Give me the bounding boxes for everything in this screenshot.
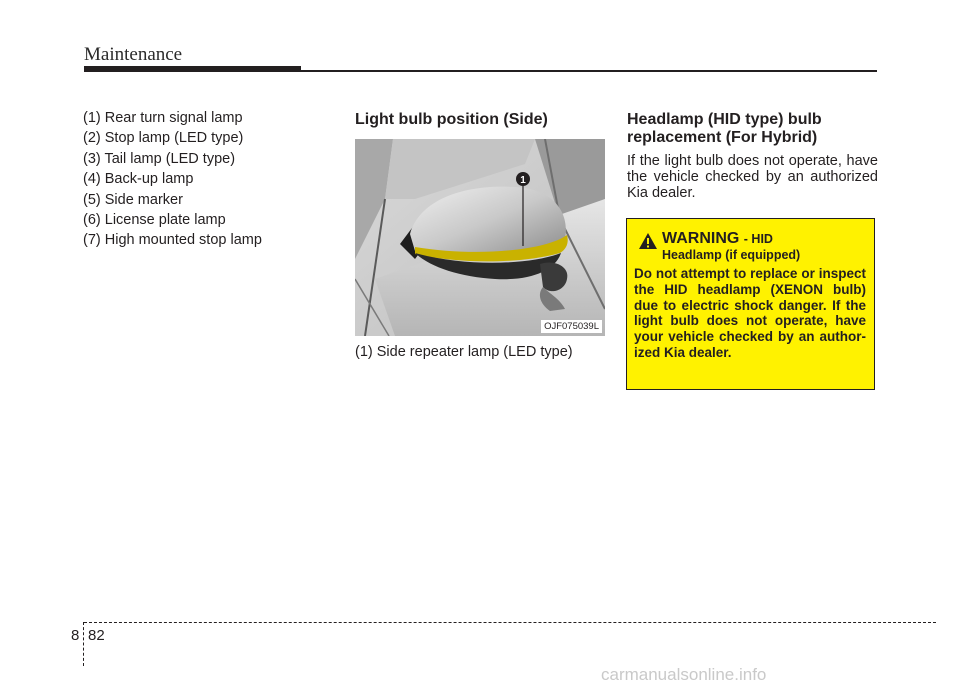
side-heading: Light bulb position (Side) [355, 111, 548, 128]
footer-divider [83, 622, 84, 666]
lamp-list-item: (6) License plate lamp [83, 212, 226, 229]
warning-body: Do not attempt to replace or inspect the HID headlamp (XENON bulb) due to electric shock danger. If the light bulb does not operate, have your vehicle checked by an author-ized Kia dealer. [634, 266, 866, 360]
lamp-list-item: (7) High mounted stop lamp [83, 232, 262, 249]
lamp-list-item: (1) Rear turn signal lamp [83, 110, 243, 126]
hid-paragraph: If the light bulb does not operate, have the vehicle checked by an authorized Kia dealer. [627, 153, 878, 201]
lamp-list-item: (3) Tail lamp (LED type) [83, 150, 236, 167]
section-title: Maintenance [84, 44, 183, 65]
page-number: 82 [88, 627, 105, 644]
side-mirror-photo [355, 139, 605, 336]
lamp-list-item: (4) Back-up lamp [83, 171, 194, 188]
side-caption: (1) Side repeater lamp (LED type) [355, 344, 573, 360]
warning-box [626, 218, 875, 390]
warning-type: - HID [743, 232, 773, 246]
footer-rule [84, 622, 936, 623]
warning-word: WARNING [662, 230, 740, 247]
header-rule-thin [301, 70, 877, 72]
watermark: carmanualsonline.info [601, 665, 767, 684]
lamp-list-item: (2) Stop lamp (LED type) [83, 130, 244, 147]
header-rule-thick [84, 66, 301, 72]
lamp-list [83, 108, 323, 251]
lamp-list-item: (5) Side marker [83, 191, 183, 208]
chapter-number: 8 [71, 627, 80, 644]
callout-number: 1 [520, 175, 526, 186]
hid-heading: Headlamp (HID type) bulb replacement (For Hybrid) [627, 111, 822, 146]
image-code: OJF075039L [541, 320, 602, 333]
warning-triangle-icon [638, 232, 658, 250]
warning-subtitle: Headlamp (if equipped) [662, 248, 801, 262]
warning-title [662, 230, 773, 248]
side-mirror-illustration [355, 139, 605, 336]
